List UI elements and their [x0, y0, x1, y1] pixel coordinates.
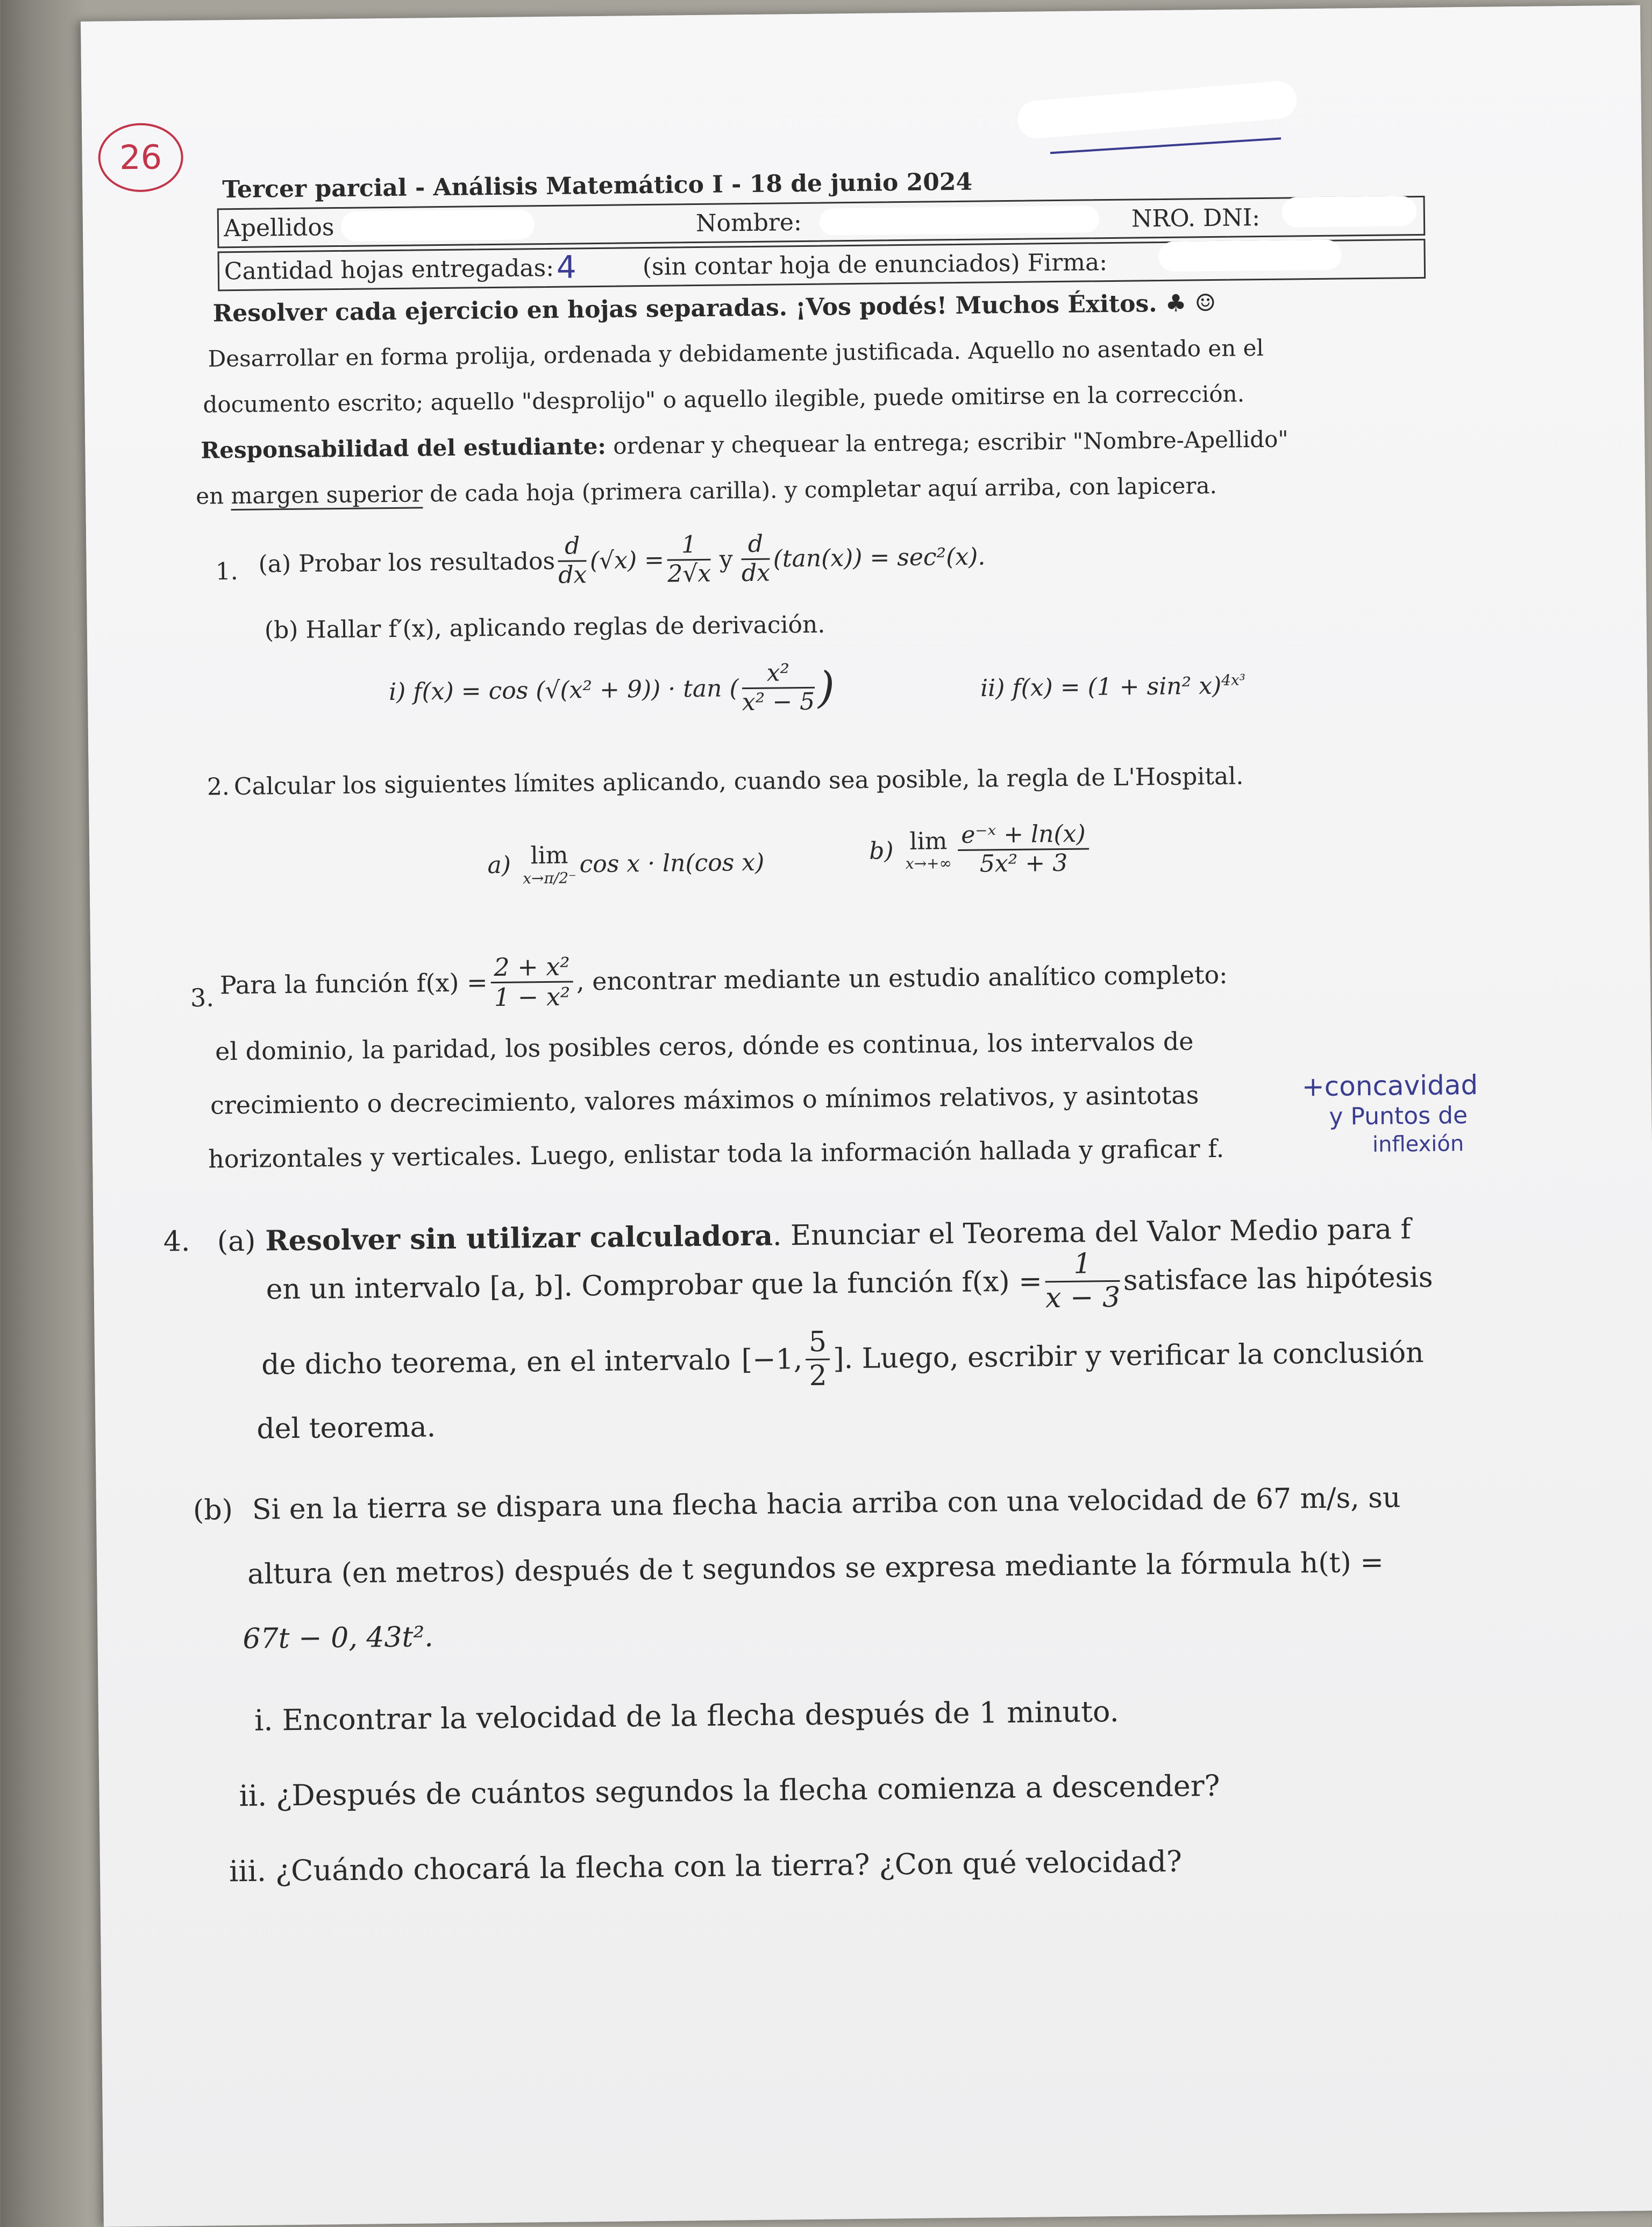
- q4-a-interval-fraction: [806, 1327, 830, 1393]
- q4-a-label: (a): [217, 1225, 256, 1258]
- apellidos-label: Apellidos: [223, 214, 334, 243]
- q1-a-label: (a) Probar los resultados: [258, 547, 556, 578]
- q3-pre: Para la función f(x) =: [219, 968, 488, 1000]
- q4-a-line2: [266, 1245, 1433, 1323]
- q1-a-ddx-2-num: d: [741, 531, 770, 560]
- q1-a-eq1-result-num: 1: [667, 531, 710, 561]
- q4-b-label: (b): [193, 1494, 233, 1527]
- q4-a-line2-post: satisface las hipótesis: [1123, 1261, 1433, 1297]
- exam-title: Tercer parcial - Análisis Matemático I - 18 de junio 2024: [222, 168, 973, 204]
- instr-line5: [196, 472, 1217, 509]
- q3-line4: horizontales y verticales. Luego, enlistar toda la información hallada y graficar f.: [208, 1133, 1224, 1174]
- instr-line5-underlined: margen superior: [231, 480, 423, 510]
- q2-b-den: 5x² + 3: [979, 849, 1068, 878]
- q3-fraction-num: 2 + x²: [490, 953, 573, 983]
- q1-a-ddx-1-num: d: [558, 533, 587, 562]
- q4-number: 4.: [163, 1225, 190, 1258]
- instr-line5-pre: en: [195, 483, 231, 509]
- instr-line5-rest: de cada hoja (primera carilla). y completar aquí arriba, con lapicera.: [422, 472, 1217, 507]
- q1-b-i-fraction: [742, 659, 815, 717]
- q1-b-label: (b) Hallar f′(x), aplicando reglas de derivación.: [264, 611, 825, 644]
- q4-a-line2-pre: en un intervalo [a, b]. Comprobar que la función f(x) =: [266, 1265, 1043, 1306]
- instr-line4-bold: Responsabilidad del estudiante:: [201, 432, 607, 464]
- q1-a: [258, 528, 986, 592]
- q3-fraction: [490, 953, 574, 1012]
- instr-line3: documento escrito; aquello "desprolijo" o aquello ilegible, puede omitirse en la corrección.: [203, 380, 1245, 418]
- q2-a-expr: cos x · ln(cos x): [579, 848, 765, 878]
- q3-number: 3.: [190, 983, 215, 1012]
- q1-b-i-post: ): [817, 662, 835, 713]
- pen-underline: [1050, 137, 1281, 154]
- instr-line4-rest: ordenar y chequear la entrega; escribir "Nombre-Apellido": [606, 425, 1288, 459]
- q1-b-i-num: x²: [742, 659, 815, 689]
- q3-line2: el dominio, la paridad, los posibles ceros, dónde es continua, los intervalos de: [215, 1026, 1194, 1066]
- q1-a-eq2-arg: (tan(x)) = sec²(x).: [773, 543, 986, 573]
- q4-b-line2: altura (en metros) después de t segundos se expresa mediante la fórmula h(t) =: [247, 1546, 1384, 1591]
- q3-line3: crecimiento o decrecimiento, valores máximos o mínimos relativos, y asintotas: [210, 1080, 1199, 1120]
- instr-line4: [201, 426, 1288, 464]
- q2-b-fraction: [958, 820, 1089, 878]
- q1-number: 1.: [215, 557, 238, 586]
- nombre-label: Nombre:: [695, 208, 802, 238]
- q4-a-line1-rest: . Enunciar el Teorema del Valor Medio para f: [772, 1213, 1412, 1252]
- q4-a-fraction-num: 1: [1045, 1248, 1120, 1282]
- q1-a-eq1-result: [667, 531, 711, 588]
- q4-a-line3: [261, 1320, 1425, 1398]
- exam-sheet: [81, 5, 1652, 2227]
- q4-a-interval-den: 2: [809, 1359, 827, 1392]
- q2-a: [487, 840, 765, 888]
- q3-fraction-den: 1 − x²: [494, 982, 571, 1012]
- q4-a-line3-post: . Luego, escribir y verificar la conclusión: [844, 1337, 1424, 1375]
- q3-handnote-2: y Puntos de: [1329, 1102, 1468, 1131]
- q4-a-line3-pre: de dicho teorema, en el intervalo: [261, 1344, 731, 1381]
- instr-line1: Resolver cada ejercicio en hojas separadas. ¡Vos podés! Muchos Éxitos. ♣ ☺: [212, 289, 1216, 328]
- q4-b-line1: Si en la tierra se dispara una flecha hacia arriba con una velocidad de 67 m/s, su: [252, 1481, 1401, 1526]
- q2-b-lim: [905, 828, 952, 873]
- redaction-apellidos: [341, 209, 535, 242]
- q2-a-lim-sub: x→π/2⁻: [522, 869, 576, 888]
- q1-b-ii: [980, 671, 1246, 702]
- q3-handnote-3: inflexión: [1372, 1131, 1464, 1157]
- instr-line2: Desarrollar en forma prolija, ordenada y debidamente justificada. Aquello no asentado en el: [208, 334, 1264, 372]
- q2-a-label: a): [487, 851, 511, 880]
- q1-b-ii-exponent: 4x³: [1221, 671, 1246, 689]
- q4-a-fraction-den: x − 3: [1045, 1281, 1121, 1315]
- q3-post: , encontrar mediante un estudio analítico completo:: [576, 960, 1228, 996]
- q4-b-i: i. Encontrar la velocidad de la flecha después de 1 minuto.: [254, 1694, 1120, 1737]
- q1-a-eq1-arg: (√x) =: [589, 546, 665, 575]
- q4-b-iii: iii. ¿Cuándo chocará la flecha con la tierra? ¿Con qué velocidad?: [229, 1844, 1183, 1889]
- q1-b-i-pre: i) f(x) = cos (√(x² + 9)) · tan (: [388, 674, 739, 706]
- q2-number: 2.: [206, 773, 230, 801]
- q4-b-ii: ii. ¿Después de cuántos segundos la flecha comienza a descender?: [239, 1768, 1220, 1813]
- q4-a-interval-right: ]: [833, 1343, 844, 1375]
- grade-circle: [98, 123, 183, 193]
- redaction-nombre: [820, 205, 1099, 235]
- q2-b-label: b): [868, 836, 894, 865]
- q2-b-lim-word: lim: [909, 827, 948, 855]
- q1-b-ii-expr: ii) f(x) = (1 + sin² x): [980, 672, 1222, 703]
- redaction-dni: [1282, 196, 1417, 228]
- redaction-top-right: [1016, 80, 1298, 139]
- q4-a-interval-left: [−1,: [741, 1343, 803, 1377]
- sin-contar-label: (sin contar hoja de enunciados) Firma:: [642, 249, 1108, 281]
- hojas-value: 4: [556, 249, 577, 286]
- q1-a-eq1-result-den: 2√x: [667, 559, 711, 588]
- q2-b: [869, 820, 1093, 879]
- q3-handnote-1: +concavidad: [1301, 1069, 1478, 1103]
- q4-a-interval-num: 5: [806, 1327, 830, 1360]
- q4-b-line3: 67t − 0, 43t².: [243, 1621, 434, 1656]
- q2-a-lim: [522, 842, 576, 887]
- q4-a-fraction: [1045, 1248, 1120, 1315]
- grade-value: 26: [119, 137, 162, 178]
- dni-label: NRO. DNI:: [1131, 204, 1261, 233]
- q4-a-line4: del teorema.: [257, 1411, 436, 1445]
- redaction-firma: [1158, 239, 1342, 272]
- q1-a-ddx-1-den: dx: [558, 561, 587, 589]
- q1-a-ddx-1: [558, 533, 587, 589]
- q1-b-i: [389, 659, 835, 720]
- q1-b-i-den: x² − 5: [742, 687, 815, 716]
- q2-b-lim-sub: x→+∞: [905, 854, 952, 873]
- q2-b-num: e⁻ˣ + ln(x): [958, 820, 1089, 850]
- q3-line1: [219, 946, 1228, 1015]
- hojas-label: Cantidad hojas entregadas:: [224, 254, 554, 286]
- q4-a-bold: Resolver sin utilizar calculadora: [265, 1219, 773, 1258]
- q2-a-lim-word: lim: [530, 841, 568, 870]
- q1-a-ddx-2: [741, 531, 770, 587]
- q2-text: Calcular los siguientes límites aplicando, cuando sea posible, la regla de L'Hospital.: [233, 762, 1244, 801]
- q1-a-ddx-2-den: dx: [741, 559, 771, 587]
- q1-a-y: y: [719, 545, 734, 573]
